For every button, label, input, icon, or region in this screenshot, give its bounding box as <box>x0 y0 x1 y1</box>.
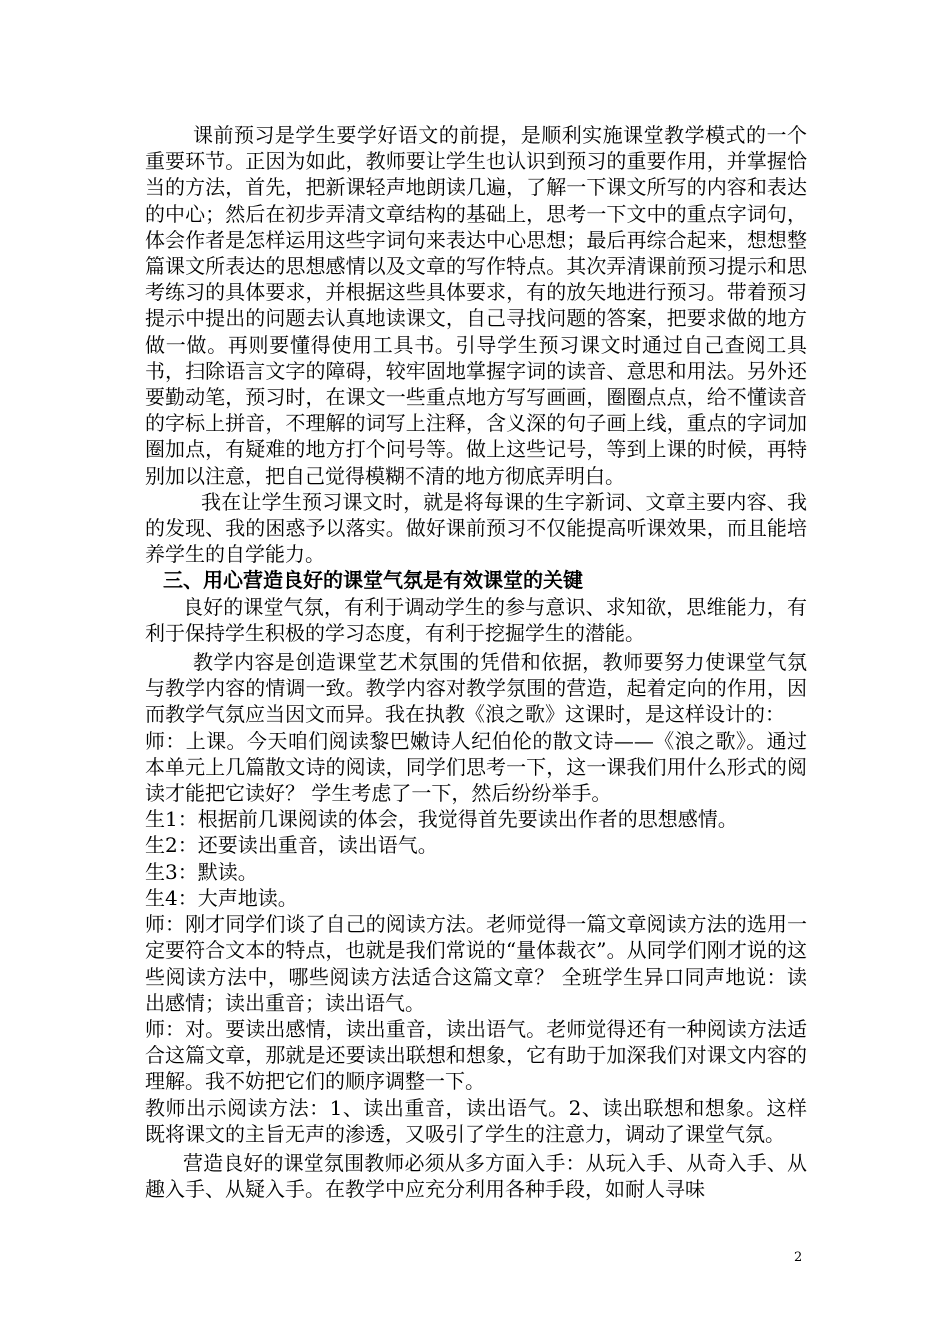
paragraph-preview-methods: 课前预习是学生要学好语文的前提，是顺利实施课堂教学模式的一个重要环节。正因为如此，教师要让学生也认识到预习的重要作用，并掌握恰当的方法，首先，把新课轻声地朗读几遍，了解一下课文所写的内容和表达的中心；然后在初步弄清文章结构的基础上，思考一下文中的重点字词句，体会作者是怎样运用这些字词句来表达中心思想；最后再综合起来，想想整篇课文所表达的思想感情以及文章的写作特点。其次弄清课前预习提示和思考练习的具体要求，并根据这些具体要求，有的放矢地进行预习。带着预习提示中提出的问题去认真地读课文，自己寻找问题的答案，把要求做的地方做一做。再则要懂得使用工具书。引导学生预习课文时通过自己查阅工具书，扫除语言文字的障碍，较牢固地掌握字词的读音、意思和用法。另外还要勤动笔，预习时，在课文一些重点地方写写画画，圈圈点点，给不懂读音的字标上拼音，不理解的词写上注释，含义深的句子画上线，重点的字词加圈加点，有疑难的地方打个问号等。做上这些记号，等到上课的时候，再特别加以注意，把自己觉得模糊不清的地方彻底弄明白。 <box>145 123 807 488</box>
dialogue-student-3: 生3：默读。 <box>145 859 258 884</box>
dialogue-teacher-3: 师：对。要读出感情，读出重音，读出语气。老师觉得还有一种阅读方法适合这篇文章，那就是还要读出联想和想象，它有助于加深我们对课文内容的理解。我不妨把它们的顺序调整一下。 <box>145 1016 807 1094</box>
paragraph-atmosphere-benefits: 良好的课堂气氛，有利于调动学生的参与意识、求知欲，思维能力，有利于保持学生积极的学习态度，有利于挖掘学生的潜能。 <box>145 594 807 645</box>
page-number: 2 <box>794 1250 803 1265</box>
section-heading-3: 三、用心营造良好的课堂气氛是有效课堂的关键 <box>163 568 583 593</box>
paragraph-teaching-content: 教学内容是创造课堂艺术氛围的凭借和依据，教师要努力使课堂气氛与教学内容的情调一致。教学内容对教学氛围的营造，起着定向的作用，因而教学气氛应当因文而异。我在执教《浪之歌》这课时，是这样设计的： <box>145 650 807 727</box>
paragraph-preview-practice: 我在让学生预习课文时，就是将每课的生字新词、文章主要内容、我的发现、我的困惑予以落实。做好课前预习不仅能提高听课效果，而且能培养学生的自学能力。 <box>145 489 807 567</box>
dialogue-teacher-2: 师：刚才同学们谈了自己的阅读方法。老师觉得一篇文章阅读方法的选用一定要符合文本的特点，也就是我们常说的“量体裁衣”。从同学们刚才说的这些阅读方法中，哪些阅读方法适合这篇文章？ 全班学生异口同声地说：读出感情；读出重音；读出语气。 <box>145 912 807 1015</box>
dialogue-teacher-1: 师：上课。今天咱们阅读黎巴嫩诗人纪伯伦的散文诗——《浪之歌》。通过本单元上几篇散文诗的阅读，同学们思考一下，这一课我们用什么形式的阅读才能把它读好？ 学生考虑了一下，然后纷纷举手。 <box>145 728 807 806</box>
dialogue-student-1: 生1：根据前几课阅读的体会，我觉得首先要读出作者的思想感情。 <box>145 807 738 832</box>
dialogue-student-2: 生2：还要读出重音，读出语气。 <box>145 833 438 858</box>
dialogue-student-4: 生4：大声地读。 <box>145 885 298 910</box>
paragraph-atmosphere-approaches: 营造良好的课堂氛围教师必须从多方面入手：从玩入手、从奇入手、从趣入手、从疑入手。在教学中应充分利用各种手段，如耐人寻味 <box>145 1150 807 1202</box>
paragraph-reading-methods: 教师出示阅读方法：1、读出重音，读出语气。2、读出联想和想象。这样既将课文的主旨无声的渗透，又吸引了学生的注意力，调动了课堂气氛。 <box>145 1095 807 1146</box>
document-body <box>145 122 807 1202</box>
